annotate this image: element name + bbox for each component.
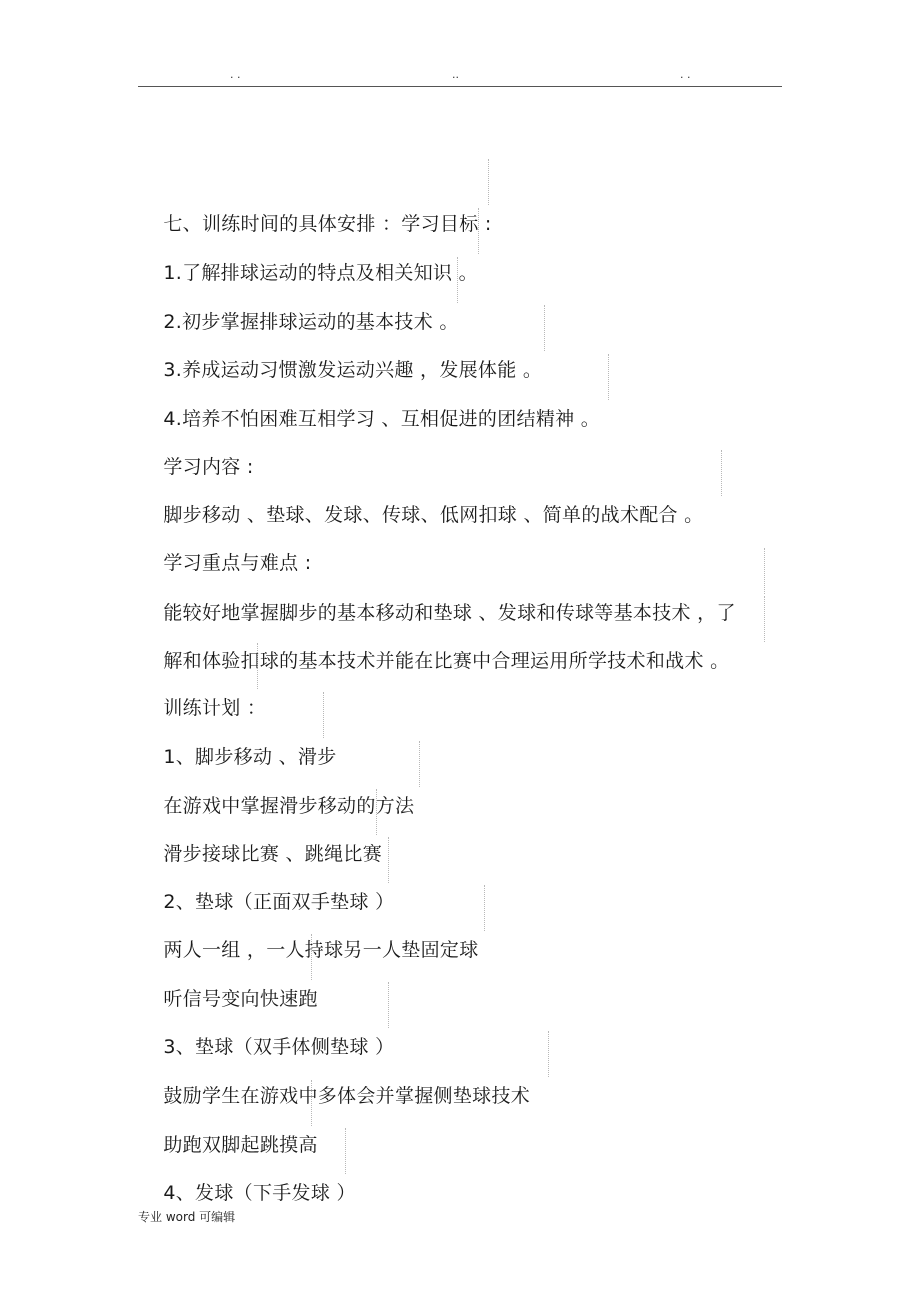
line-box-edge [388,837,389,883]
section-heading-key-points [138,506,312,574]
line-text: 解和体验扣球的基本技术并能在比赛中合理运用所学技术和战术 。 [163,650,730,672]
line-text: 3.养成运动习惯激发运动兴趣 ，发展体能 。 [163,359,543,381]
footer-note: 专业 word 可编辑 [138,1210,236,1224]
line-text: 滑步接球比赛 、跳绳比赛 [163,843,382,865]
objective-item-1 [138,216,478,284]
line-text: 学习重点与难点 : [163,552,312,574]
line-box-edge [764,596,765,642]
line-box-edge [388,982,389,1028]
objective-item-2 [138,265,459,333]
line-text: 1.了解排球运动的特点及相关知识 。 [163,262,478,284]
header-divider [138,86,782,87]
line-text: 鼓励学生在游戏中多体会并掌握侧垫球技术 [163,1085,531,1107]
line-text: 4、发球（下手发球 ） [163,1182,356,1204]
plan-item-1-detail-2 [138,797,382,865]
line-text: 两人一组 ，一人持球另一人垫固定球 [163,939,479,961]
plan-item-1-detail-1 [138,749,415,817]
line-box-edge [311,934,312,980]
header-mark-right: . . [680,68,691,81]
line-text: 1、脚步移动 、滑步 [163,746,337,768]
line-text: 助跑双脚起跳摸高 [163,1134,318,1156]
line-box-edge [721,450,722,496]
line-text: 4.培养不怕困难互相学习 、互相促进的团结精神 。 [163,408,601,430]
line-box-edge [311,1080,312,1126]
objective-item-4 [138,362,601,430]
line-box-edge [544,305,545,351]
line-text: 能较好地掌握脚步的基本移动和垫球 、发球和传球等基本技术 ，了 [163,602,736,624]
line-text: 2、垫球（正面双手垫球 ） [163,891,395,913]
plan-item-4-heading [138,1136,356,1204]
plan-item-3-detail-1 [138,1039,531,1107]
plan-item-2-detail-1 [138,893,479,961]
line-box-edge [484,885,485,931]
line-box-edge [345,1128,346,1174]
plan-item-3-heading [138,990,395,1058]
line-box-edge [323,692,324,738]
line-text: 在游戏中掌握滑步移动的方法 [163,795,415,817]
plan-item-2-detail-2 [138,942,318,1010]
header-mark-left: . . [230,68,241,81]
line-box-edge [478,208,479,254]
line-text: 2.初步掌握排球运动的基本技术 。 [163,311,459,333]
line-box-edge [764,548,765,594]
line-box-edge [257,643,258,689]
line-box-edge [488,159,489,205]
line-box-edge [419,741,420,787]
line-box-edge [457,257,458,303]
line-box-edge [376,789,377,835]
objective-item-3 [138,313,543,381]
header-mark-center: .. [452,68,459,81]
line-text: 脚步移动 、垫球、发球、传球、低网扣球 、简单的战术配合 。 [163,504,704,526]
plan-item-3-detail-2 [138,1088,318,1156]
section-heading-training-plan [138,651,267,719]
section-heading-content [138,410,254,478]
line-text: 听信号变向快速跑 [163,988,318,1010]
line-box-edge [608,354,609,400]
key-points-line-2 [138,604,730,672]
line-text: 训练计划 ： [163,697,267,719]
section-heading-training-schedule [138,167,492,235]
line-text: 3、垫球（双手体侧垫球 ） [163,1036,395,1058]
line-text: 七、训练时间的具体安排 ：学习目标 : [163,213,492,235]
line-text: 学习内容 : [163,456,254,478]
key-points-line-1 [138,556,736,624]
line-box-edge [548,1031,549,1077]
plan-item-1-heading [138,700,337,768]
plan-item-2-heading [138,845,395,913]
content-paragraph [138,458,704,526]
